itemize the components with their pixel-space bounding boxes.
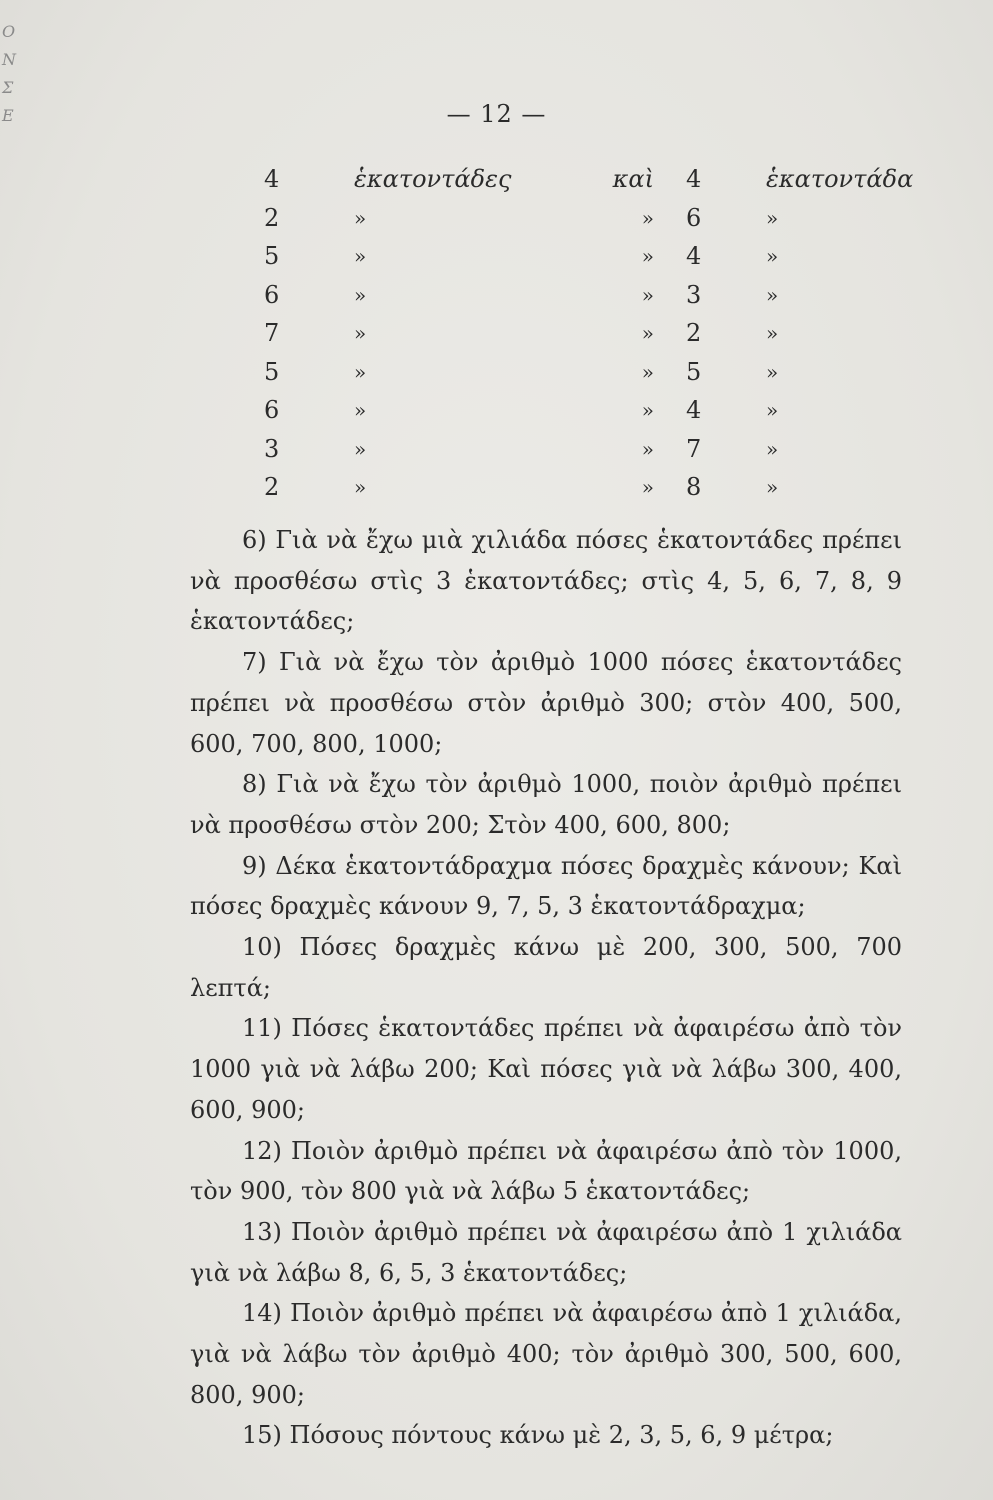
ditto-mark: »	[766, 282, 779, 307]
exercise-6: 6) Γιὰ νὰ ἔχω μιὰ χιλιάδα πόσες ἑκατοντάδες πρέπει νὰ προσθέσω στὶς 3 ἑκατοντάδες; στὶς 4, 5, 6, 7, 8, 9 ἑκατοντάδες;	[190, 526, 902, 636]
ditto-mark: »	[354, 321, 367, 346]
ditto-mark: »	[354, 475, 367, 500]
margin-letter: Ο	[2, 22, 16, 41]
right-number: 2	[686, 319, 702, 348]
exercise-8: 8) Γιὰ νὰ ἔχω τὸν ἀριθμὸ 1000, ποιὸν ἀριθμὸ πρέπει νὰ προσθέσω στὸν 200; Στὸν 400, 600, 800;	[190, 770, 902, 839]
ditto-mark: »	[766, 321, 779, 346]
margin-letter: Ε	[2, 106, 14, 125]
table-row	[250, 391, 916, 430]
table-row	[250, 353, 916, 392]
right-number: 4	[686, 242, 702, 271]
right-word: ἑκατοντάδα	[766, 165, 914, 194]
ditto-mark: »	[641, 436, 654, 461]
exercise-14: 14) Ποιὸν ἀριθμὸ πρέπει νὰ ἀφαιρέσω ἀπὸ 1 χιλιάδα, γιὰ νὰ λάβω τὸν ἀριθμὸ 400; τὸν ἀριθμὸ 300, 500, 600, 800, 900;	[190, 1299, 902, 1409]
right-number: 6	[686, 203, 702, 232]
right-number: 3	[686, 280, 702, 309]
table-row	[250, 430, 916, 469]
table-row	[250, 468, 916, 507]
ditto-mark: »	[354, 436, 367, 461]
conjunction: καὶ	[612, 165, 654, 194]
ditto-mark: »	[354, 205, 367, 230]
margin-letter: Ν	[2, 50, 16, 69]
ditto-mark: »	[354, 398, 367, 423]
ditto-mark: »	[641, 359, 654, 384]
left-number: 2	[264, 203, 280, 232]
ditto-mark: »	[766, 244, 779, 269]
left-number: 2	[264, 473, 280, 502]
exercise-12: 12) Ποιὸν ἀριθμὸ πρέπει νὰ ἀφαιρέσω ἀπὸ τὸν 1000, τὸν 900, τὸν 800 γιὰ νὰ λάβω 5 ἑκατοντάδες;	[190, 1136, 902, 1206]
margin-letter: Σ	[2, 78, 14, 97]
left-number: 7	[264, 319, 280, 348]
exercise-11: 11) Πόσες ἑκατοντάδες πρέπει νὰ ἀφαιρέσω ἀπὸ τὸν 1000 γιὰ νὰ λάβω 200; Καὶ πόσες γιὰ νὰ λάβω 300, 400, 600, 900;	[190, 1014, 902, 1124]
exercise-9: 9) Δέκα ἑκατοντάδραχμα πόσες δραχμὲς κάνουν; Καὶ πόσες δραχμὲς κάνουν 9, 7, 5, 3 ἑκατοντάδραχμα;	[190, 851, 902, 921]
right-number: 7	[686, 434, 702, 463]
left-number: 4	[264, 165, 280, 194]
left-number: 3	[264, 434, 280, 463]
ditto-mark: »	[766, 359, 779, 384]
ditto-mark: »	[354, 282, 367, 307]
ditto-mark: »	[641, 244, 654, 269]
page-number: — 12 —	[446, 100, 547, 128]
left-word: ἑκατοντάδες	[354, 165, 512, 194]
ditto-mark: »	[641, 475, 654, 500]
table-header-row	[250, 160, 916, 199]
table-row	[250, 276, 916, 315]
table-row	[250, 237, 916, 276]
ditto-mark: »	[641, 282, 654, 307]
ditto-mark: »	[766, 475, 779, 500]
exercise-list	[190, 520, 902, 1456]
left-number: 6	[264, 396, 280, 425]
left-number: 5	[264, 242, 280, 271]
exercise-15: 15) Πόσους πόντους κάνω μὲ 2, 3, 5, 6, 9 μέτρα;	[242, 1421, 834, 1450]
ditto-mark: »	[766, 398, 779, 423]
left-number: 5	[264, 357, 280, 386]
ditto-mark: »	[766, 205, 779, 230]
table-row	[250, 199, 916, 238]
right-number: 5	[686, 357, 702, 386]
ditto-mark: »	[641, 398, 654, 423]
left-number: 6	[264, 280, 280, 309]
right-number: 8	[686, 473, 702, 502]
right-number: 4	[686, 165, 702, 194]
exercise-10: 10) Πόσες δραχμὲς κάνω μὲ 200, 300, 500, 700 λεπτά;	[190, 933, 902, 1002]
right-number: 4	[686, 396, 702, 425]
hundreds-table	[250, 160, 916, 507]
ditto-mark: »	[354, 244, 367, 269]
table-row	[250, 314, 916, 353]
ditto-mark: »	[766, 436, 779, 461]
ditto-mark: »	[641, 205, 654, 230]
exercise-13: 13) Ποιὸν ἀριθμὸ πρέπει νὰ ἀφαιρέσω ἀπὸ 1 χιλιάδα γιὰ νὰ λάβω 8, 6, 5, 3 ἑκατοντάδες;	[190, 1217, 902, 1287]
ditto-mark: »	[354, 359, 367, 384]
ditto-mark: »	[641, 321, 654, 346]
exercise-7: 7) Γιὰ νὰ ἔχω τὸν ἀριθμὸ 1000 πόσες ἑκατοντάδες πρέπει νὰ προσθέσω στὸν ἀριθμὸ 300; στὸν 400, 500, 600, 700, 800, 1000;	[190, 648, 902, 758]
